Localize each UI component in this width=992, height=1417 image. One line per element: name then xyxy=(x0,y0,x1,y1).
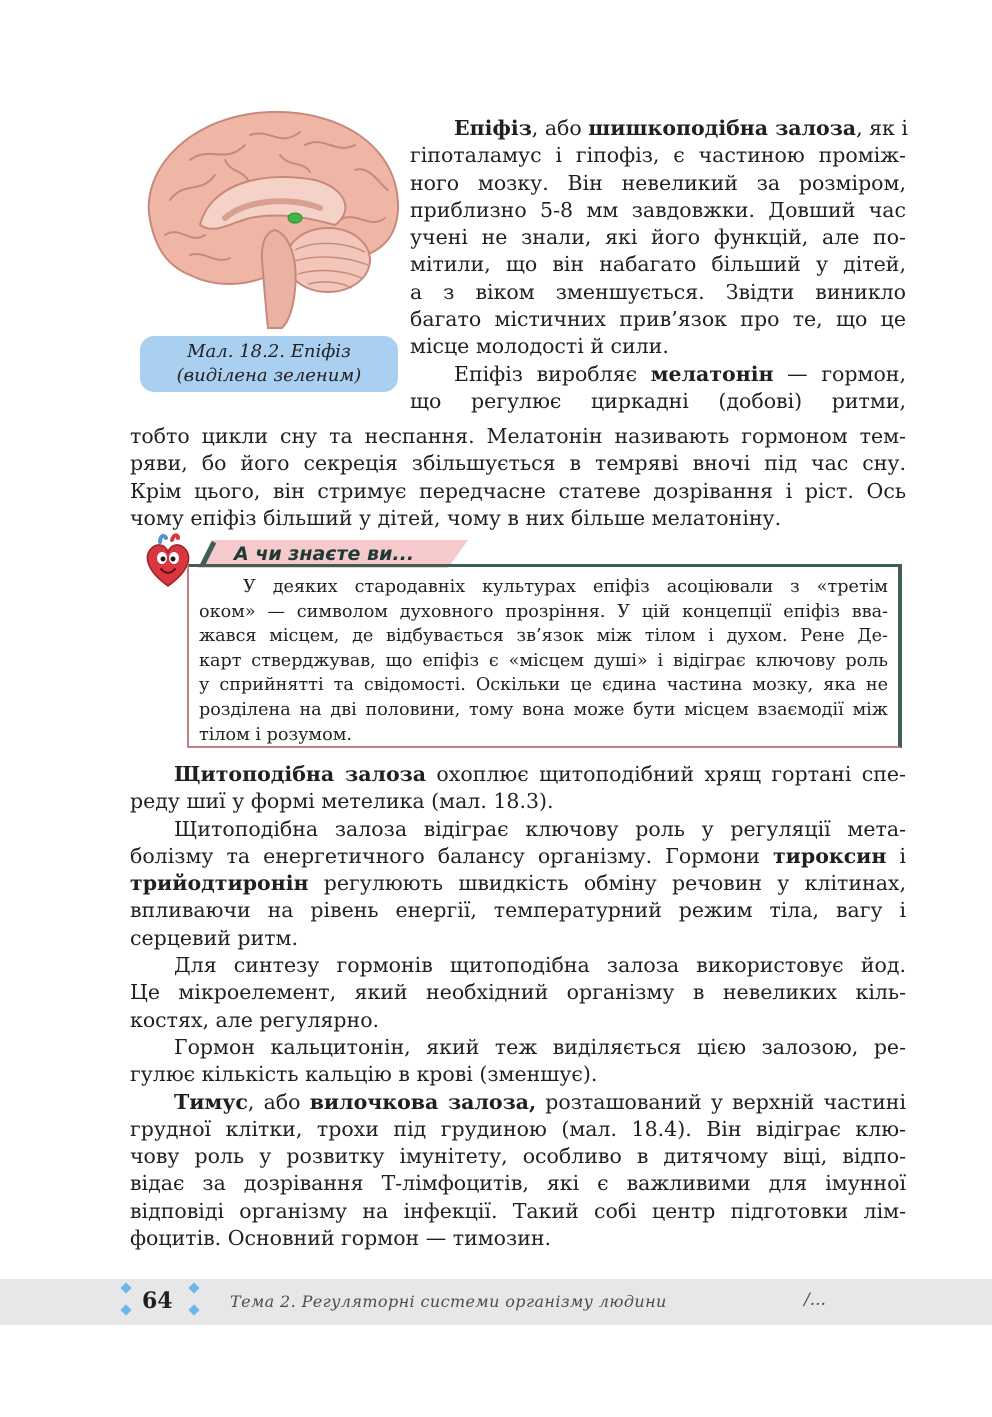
text-run: , як і xyxy=(856,116,908,140)
text-line xyxy=(130,816,906,843)
text-line xyxy=(410,170,906,197)
text-run: ряви, бо його секреція збільшується в темряві вночі під час сну. xyxy=(130,451,906,476)
bold-term: Щитоподібна залоза xyxy=(174,762,427,786)
text-line xyxy=(130,925,906,952)
text-run: Це мікроелемент, який необхідний організму в невеликих кіль- xyxy=(130,980,906,1005)
text-run: розташований у верхній частині xyxy=(536,1089,907,1114)
text-run: болізму та енергетичного балансу організму. Гормони xyxy=(130,843,773,868)
caption-line-2: (виділена зеленим) xyxy=(176,365,362,386)
text-run: і xyxy=(886,843,907,868)
text-line xyxy=(199,723,888,748)
text-line xyxy=(130,1143,906,1170)
thyroid-paragraph-3 xyxy=(130,952,906,1034)
bold-term: тироксин xyxy=(772,843,887,868)
bold-term: Тимус xyxy=(174,1089,248,1114)
text-run: у сприйнятті та свідомості. Оскільки це єдина частина мозку, яка не xyxy=(199,675,888,696)
text-line xyxy=(130,843,906,870)
text-run: відає за дозрівання Т-лімфоцитів, які є важливими для імунної xyxy=(130,1171,906,1196)
text-line xyxy=(410,224,906,251)
text-run: багато містичних прив’язок про те, що це xyxy=(410,307,906,332)
thyroid-paragraph-4 xyxy=(130,1034,906,1089)
did-you-know-text xyxy=(199,575,888,747)
text-run: , або xyxy=(247,1089,310,1114)
text-line xyxy=(130,952,906,979)
text-run: учені не знали, які його функцій, але по- xyxy=(410,225,906,250)
text-run: серцевий ритм. xyxy=(130,925,299,950)
text-run: а з віком зменшується. Звідти виникло xyxy=(410,279,906,304)
text-run: , або xyxy=(531,116,589,140)
text-run: Крім цього, він стримує передчасне статеве дозрівання і ріст. Ось xyxy=(130,478,906,503)
bold-term: трийодтиронін xyxy=(130,871,309,896)
text-line xyxy=(130,979,906,1006)
text-line xyxy=(199,673,888,698)
text-line xyxy=(130,1116,906,1143)
text-run: оком» — символом духовного прозріння. У цій концепції епіфіз вва- xyxy=(199,601,888,622)
text-run: костях, але регулярно. xyxy=(130,1007,380,1032)
text-run: Гормон кальцитонін, який теж виділяється цією залозою, ре- xyxy=(174,1034,906,1059)
epiphysis-text-full xyxy=(130,423,906,532)
text-run: приблизно 5-8 мм завдовжки. Довший час xyxy=(410,197,906,222)
text-run: Епіфіз виробляє xyxy=(454,361,651,386)
glands-text xyxy=(130,761,906,1252)
epiphysis-text-right xyxy=(410,115,906,415)
text-line xyxy=(410,306,906,333)
text-line xyxy=(130,1007,906,1034)
text-run: фоцитів. Основний гормон — тимозин. xyxy=(130,1226,552,1251)
text-line xyxy=(130,761,906,788)
text-run: відповіді організму на інфекції. Такий собі центр підготовки лім- xyxy=(130,1198,906,1223)
text-line xyxy=(130,870,906,897)
thyroid-paragraph-1 xyxy=(130,761,906,816)
bold-term: Епіфіз xyxy=(454,116,532,140)
text-line xyxy=(130,478,906,505)
text-line xyxy=(130,1225,906,1252)
thymus-paragraph xyxy=(130,1089,906,1253)
text-run: тобто цикли сну та неспання. Мелатонін називають гормоном тем- xyxy=(130,424,906,448)
text-line xyxy=(130,897,906,924)
text-line xyxy=(410,333,906,360)
text-line xyxy=(410,388,906,415)
text-run: У деяких стародавніх культурах епіфіз асоціювали з «третім xyxy=(243,577,888,597)
text-line xyxy=(410,279,906,306)
text-run: карт стверджував, що епіфіз є «місцем душі» і відіграє ключову роль xyxy=(199,650,888,671)
text-line xyxy=(199,649,888,674)
text-run: жався місцем, де відбувається зв’язок між тілом і духом. Рене Де- xyxy=(199,626,888,647)
text-run: що регулює циркадні (добові) ритми, xyxy=(410,388,906,413)
text-run: розділена на дві половини, тому вона може бути місцем взаємодії між xyxy=(199,699,888,720)
did-you-know-title: А чи знаєте ви... xyxy=(234,543,415,565)
thyroid-paragraph-2 xyxy=(130,816,906,952)
text-line xyxy=(410,251,906,278)
text-run: чому епіфіз більший у дітей, чому в них більше мелатоніну. xyxy=(130,505,782,530)
text-run: гіпоталамус і гіпофіз, є частиною проміж- xyxy=(410,143,906,168)
text-line xyxy=(410,115,906,142)
text-run: охоплює щитоподібний хрящ гортані спе- xyxy=(426,762,906,786)
text-run: Щитоподібна залоза відіграє ключову роль у регуляції мета- xyxy=(174,816,906,841)
bold-term: мелатонін xyxy=(650,361,774,386)
page-number: 64 xyxy=(142,1288,173,1314)
text-run: впливаючи на рівень енергії, температурний режим тіла, вагу і xyxy=(130,898,906,923)
text-run: тілом і розумом. xyxy=(199,724,352,745)
text-run: місце молодості й сили. xyxy=(410,334,669,359)
bold-term: шишкоподібна залоза xyxy=(588,116,857,140)
did-you-know-box xyxy=(187,564,902,748)
figure-caption xyxy=(140,336,398,392)
text-line xyxy=(130,788,906,815)
text-line xyxy=(199,624,888,649)
text-line xyxy=(130,505,906,532)
text-run: гулює кількість кальцію в крові (зменшує). xyxy=(130,1062,598,1087)
text-line xyxy=(130,1061,906,1088)
footer-section-title: Тема 2. Регуляторні системи організму людини xyxy=(230,1292,667,1311)
text-line xyxy=(199,575,888,600)
text-run: регулюють швидкість обміну речовин у клітинах, xyxy=(308,871,906,896)
text-line xyxy=(130,423,906,450)
text-run: мітили, що він набагато більший у дітей, xyxy=(410,252,906,277)
text-line xyxy=(130,1198,906,1225)
text-run: грудної клітки, трохи під грудиною (мал. 18.4). Він відіграє клю- xyxy=(130,1116,906,1141)
text-run: реду шиї у формі метелика (мал. 18.3). xyxy=(130,789,554,814)
text-line xyxy=(130,1089,906,1116)
text-line xyxy=(410,197,906,224)
epiphysis-paragraph-2-start xyxy=(410,361,906,416)
brain-illustration xyxy=(130,100,410,330)
bold-term: вилочкова залоза, xyxy=(309,1089,537,1114)
caption-line-1: Мал. 18.2. Епіфіз xyxy=(187,341,351,362)
epiphysis-paragraph-1 xyxy=(410,115,906,361)
text-line xyxy=(130,450,906,477)
brain-sagittal-section-icon xyxy=(130,100,410,330)
epiphysis-paragraph-2-continued xyxy=(130,423,906,532)
text-line xyxy=(410,361,906,388)
text-run: ного мозку. Він невеликий за розміром, xyxy=(410,170,906,195)
text-line xyxy=(130,1170,906,1197)
footer-slash: /... xyxy=(804,1290,826,1310)
text-run: Для синтезу гормонів щитоподібна залоза використовує йод. xyxy=(174,953,906,978)
text-run: чову роль у розвитку імунітету, особливо в дитячому віці, відпо- xyxy=(130,1144,906,1169)
text-line xyxy=(199,600,888,625)
text-line xyxy=(130,1034,906,1061)
text-line xyxy=(199,698,888,723)
text-line xyxy=(410,142,906,169)
text-run: — гормон, xyxy=(773,361,906,386)
